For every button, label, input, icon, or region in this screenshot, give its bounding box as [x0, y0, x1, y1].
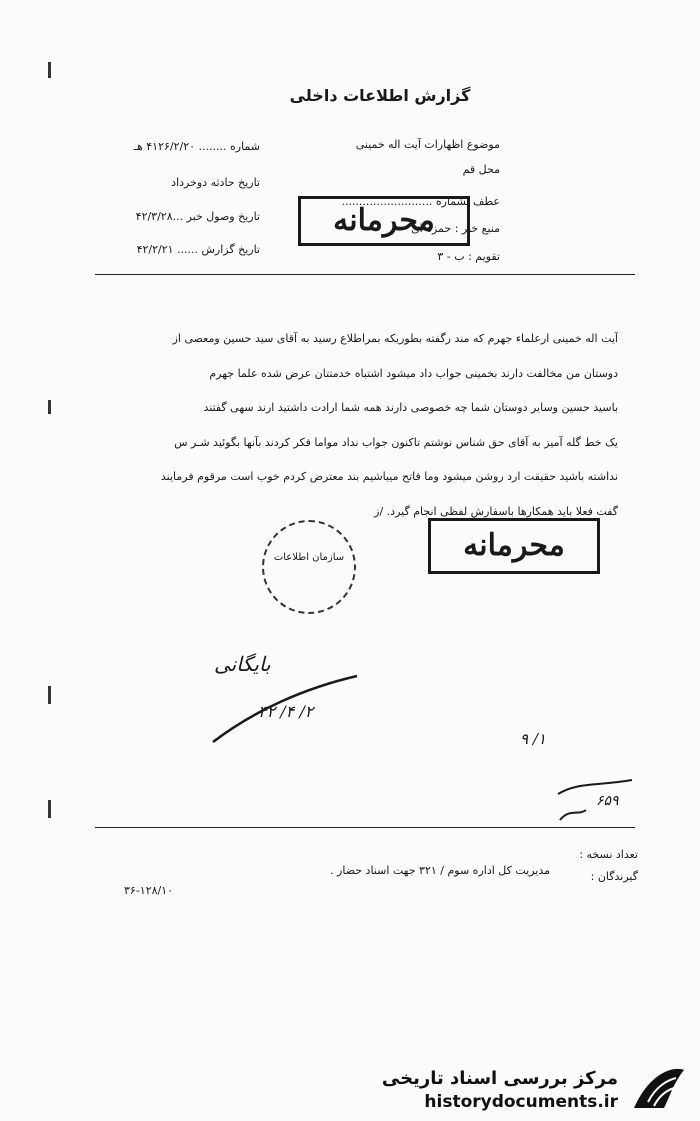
evaluation-field: تقویم : ب - ۳: [437, 250, 500, 263]
handwritten-number: ۶۵۹: [596, 793, 619, 809]
confidential-stamp-bottom: محرمانه: [428, 518, 600, 574]
body-line: آیت اله خمینی ارعلماء جهرم که مند رگفته بطوریکه بمراطلاع رسید به آقای سید حسین ومعصی از: [172, 332, 618, 345]
body-line: یک خط گله آمیز به آقای حق شناس نوشتم تاکنون جواب نداد مواما فکر کردند بآنها بگوئید شـر س: [174, 435, 618, 449]
handwritten-note-date: ۲/ ۴/ ۴۲: [258, 702, 314, 721]
event-date-field: تاریخ حادثه دوخرداد: [171, 176, 260, 189]
body-line: نداشته باشید حقیقت ارد روشن میشود وما فاتح میباشیم بند معترض کردم خوب است مرقوم فرمایند: [160, 470, 618, 483]
header-divider: [95, 274, 635, 275]
margin-mark: [48, 62, 51, 78]
margin-mark: [48, 400, 51, 414]
confidential-stamp-top: محرمانه: [298, 196, 470, 246]
watermark-url: historydocuments.ir: [424, 1092, 618, 1112]
margin-mark: [48, 686, 51, 704]
received-date-field: تاریخ وصول خبر ...۴۲/۳/۲۸: [135, 210, 260, 223]
body-line: باسید حسین وسایر دوستان شما چه خصوصی دارند همه شما ارادت داشتید ارند سهی گفتند: [203, 401, 618, 414]
number-field: شماره ........ ۴۱۲۶/۲/۲۰ هـ: [133, 140, 260, 153]
recipients-value: مدیریت کل اداره سوم / ۳۲۱ جهت اسناد حضار .: [330, 864, 550, 877]
report-body: [98, 322, 618, 529]
subject-field: موضوع اظهارات آیت اله خمینی: [355, 138, 500, 151]
watermark-logo-icon: [630, 1062, 688, 1114]
seal-text: سازمان اطلاعات: [273, 552, 345, 563]
recipients-label: گیرندگان :: [590, 870, 638, 883]
circular-seal: [262, 520, 356, 614]
document-title: گزارش اطلاعات داخلی: [289, 86, 471, 105]
signature-mark: [548, 760, 638, 830]
margin-mark: [48, 800, 51, 818]
footer-divider: [95, 827, 635, 828]
report-date-field: تاریخ گزارش ...... ۴۲/۲/۲۱: [136, 243, 260, 256]
attachment-field: عطف بشماره ..........................: [341, 195, 500, 208]
handwritten-note-small: ۱/ ۹: [520, 730, 546, 748]
handwritten-note-archive: بایگانی: [214, 652, 271, 676]
watermark-title: مرکز بررسی اسناد تاریخی: [381, 1068, 618, 1089]
side-number: ۳۶-۱۲۸/۱۰: [124, 884, 174, 897]
body-line: گفت فعلا باید همکارها باسفارش لفظی انجام گیرد. /ز: [374, 504, 618, 518]
copies-label: تعداد نسخه :: [579, 848, 638, 861]
location-field: محل قم: [462, 163, 500, 176]
body-line: دوستان من مخالفت دارند بخمینی جواب داد میشود اشتباه خدمتتان عرض شده علما جهرم: [209, 366, 618, 380]
source-field: منبع خبر : حمزه ای: [411, 222, 500, 235]
